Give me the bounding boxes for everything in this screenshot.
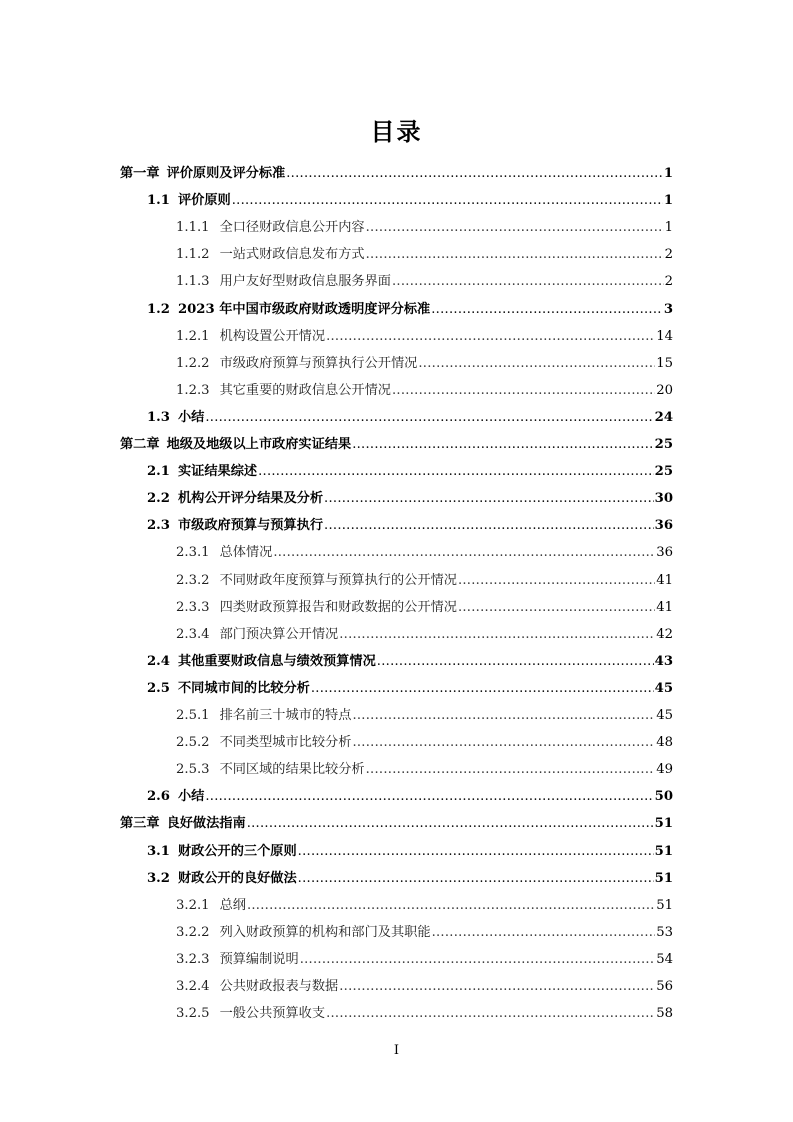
dot-leader <box>205 410 653 425</box>
toc-entry-label: 实证结果综述 <box>177 464 258 480</box>
toc-entry-page: 48 <box>656 735 673 751</box>
toc-entry-label: 市级政府预算与预算执行 <box>177 518 324 534</box>
toc-entry[interactable] <box>0 837 793 864</box>
toc-entry-page: 1 <box>663 166 673 181</box>
toc-entry-label: 地级及地级以上市政府实证结果 <box>166 437 352 452</box>
toc-entry-title <box>176 243 365 262</box>
toc-entry[interactable] <box>0 728 793 755</box>
toc-entry[interactable] <box>0 864 793 891</box>
page-number: I <box>393 1043 400 1058</box>
toc-entry-number: 1.1.2 <box>176 247 210 263</box>
toc-entry-line <box>147 782 673 804</box>
dot-leader <box>458 600 655 615</box>
toc-entry-page: 53 <box>656 924 673 940</box>
toc-entry[interactable] <box>0 295 793 322</box>
dot-leader <box>300 952 656 967</box>
toc-entry-number: 3.2.3 <box>176 951 210 967</box>
dot-leader <box>205 789 653 804</box>
toc-entry-number: 第一章 <box>120 166 160 181</box>
toc-entry-line <box>176 566 673 588</box>
toc-title: 目录 <box>370 117 423 146</box>
toc-entry-line <box>176 945 673 967</box>
toc-entry-label: 不同财政年度预算与预算执行的公开情况 <box>219 572 457 588</box>
toc-entry-number: 2.5.3 <box>176 762 210 778</box>
toc-entry-label: 机构公开评分结果及分析 <box>177 491 324 507</box>
toc-entry-number: 1.1.3 <box>176 274 210 290</box>
toc-entry-page: 51 <box>654 870 673 886</box>
toc-entry-page: 14 <box>656 328 673 344</box>
toc-entry-title <box>147 189 231 208</box>
toc-entry-label: 机构设置公开情况 <box>219 328 326 344</box>
toc-entry-title <box>176 270 391 289</box>
toc-entry-number: 2.6 <box>147 789 170 805</box>
toc-entry-page: 49 <box>656 762 673 778</box>
toc-entry[interactable] <box>0 999 793 1026</box>
toc-entry-title <box>176 894 246 913</box>
toc-entry-page: 3 <box>663 301 673 317</box>
toc-entry-line <box>176 349 673 371</box>
toc-entry-page: 30 <box>654 491 673 507</box>
toc-entry[interactable] <box>0 538 793 565</box>
toc-entry-line <box>147 674 673 696</box>
toc-entry[interactable] <box>0 891 793 918</box>
toc-entry[interactable] <box>0 240 793 267</box>
dot-leader <box>339 979 655 994</box>
toc-entry-number: 第二章 <box>120 437 160 452</box>
toc-entry-page: 58 <box>656 1006 673 1022</box>
dot-leader <box>377 654 654 669</box>
toc-entry-line <box>147 295 673 317</box>
toc-entry-title <box>176 758 365 777</box>
toc-entry-title <box>147 785 204 804</box>
toc-entry-line <box>176 728 673 750</box>
toc-entry-line <box>176 240 673 262</box>
toc-entry-page: 51 <box>656 897 673 913</box>
toc-entry-title <box>147 298 430 317</box>
toc-entry[interactable] <box>0 809 793 836</box>
toc-entry[interactable] <box>0 430 793 457</box>
toc-entry-number: 3.1 <box>147 843 170 859</box>
toc-entry-label: 财政公开的三个原则 <box>177 843 297 859</box>
toc-entry-title <box>147 867 297 886</box>
toc-entry-title <box>120 812 246 831</box>
toc-entry-page: 45 <box>654 680 673 696</box>
toc-entry-page: 15 <box>656 355 673 371</box>
toc-entry-title <box>147 487 323 506</box>
toc-entry-number: 2.3 <box>147 518 170 534</box>
toc-entry-title <box>147 406 204 425</box>
toc-entry-page: 25 <box>654 464 673 480</box>
toc-entry-title <box>176 921 431 940</box>
toc-entry-page: 56 <box>656 979 673 994</box>
toc-entry-title <box>120 433 351 452</box>
toc-entry-label: 评价原则 <box>177 193 231 209</box>
toc-entry-label: 全口径财政信息公开内容 <box>219 220 365 236</box>
toc-entry-label: 财政公开的良好做法 <box>177 870 297 886</box>
dot-leader <box>431 302 663 317</box>
toc-entry-label: 预算编制说明 <box>219 951 299 967</box>
toc-entry-line <box>147 511 673 533</box>
dot-leader <box>432 925 656 940</box>
dot-leader <box>366 220 664 235</box>
toc-entry-title <box>176 541 272 560</box>
toc-entry[interactable] <box>0 159 793 186</box>
toc-entry-title <box>176 731 351 750</box>
toc-entry-number: 1.1 <box>147 193 170 209</box>
toc-entry-page: 41 <box>656 572 673 588</box>
toc-entry-page: 51 <box>654 816 673 832</box>
toc-entry[interactable] <box>0 403 793 430</box>
dot-leader <box>339 627 655 642</box>
toc-entry-line <box>176 918 673 940</box>
toc-entry-title <box>176 216 365 235</box>
toc-entry[interactable] <box>0 782 793 809</box>
toc-entry-number: 2.3.1 <box>176 545 210 561</box>
toc-entry-line <box>176 376 673 398</box>
toc-entry-line <box>120 159 673 181</box>
toc-entry[interactable] <box>0 755 793 782</box>
toc-entry-line <box>176 213 673 235</box>
dot-leader <box>298 871 654 886</box>
toc-entry[interactable] <box>0 267 793 294</box>
toc-entry-number: 2.5.2 <box>176 735 210 751</box>
toc-entry-number: 3.2.5 <box>176 1006 210 1022</box>
toc-entry-number: 3.2.4 <box>176 979 210 994</box>
toc-entry-line <box>147 457 673 479</box>
toc-entry[interactable] <box>0 322 793 349</box>
toc-entry-label: 其它重要的财政信息公开情况 <box>219 382 391 398</box>
dot-leader <box>232 193 663 208</box>
toc-entry-page: 54 <box>656 951 673 967</box>
toc-entry-line <box>147 837 673 859</box>
toc-entry-label: 一般公共预算收支 <box>219 1006 326 1022</box>
toc-entry[interactable] <box>0 484 793 511</box>
toc-entry-line <box>176 972 673 994</box>
dot-leader <box>247 816 654 831</box>
toc-entry-page: 24 <box>654 409 673 425</box>
toc-entry-title <box>176 596 457 615</box>
toc-entry[interactable] <box>0 376 793 403</box>
toc-entry-number: 2.2 <box>147 491 170 507</box>
toc-entry[interactable] <box>0 945 793 972</box>
toc-entry-page: 45 <box>656 708 673 723</box>
dot-leader <box>352 437 653 452</box>
toc-entry-page: 2 <box>664 247 673 263</box>
toc-entry-number: 1.3 <box>147 409 170 425</box>
toc-entry-number: 2.1 <box>147 464 170 480</box>
toc-entry-page: 36 <box>656 545 673 561</box>
toc-entry-label: 不同类型城市比较分析 <box>219 735 352 751</box>
toc-entry-label: 不同区域的结果比较分析 <box>219 762 365 778</box>
toc-entry-line <box>176 999 673 1021</box>
dot-leader <box>324 518 654 533</box>
toc-entry-label: 列入财政预算的机构和部门及其职能 <box>219 924 431 940</box>
dot-leader <box>247 898 655 913</box>
toc-entry-page: 2 <box>664 274 673 290</box>
toc-entry-label: 部门预决算公开情况 <box>219 626 339 642</box>
dot-leader <box>392 274 664 289</box>
dot-leader <box>418 356 655 371</box>
toc-entry-line <box>176 701 673 723</box>
toc-entry-number: 2.5.1 <box>176 708 210 723</box>
dot-leader <box>392 383 655 398</box>
toc-entry-page: 1 <box>663 193 673 209</box>
toc-entry-label: 评价原则及评分标准 <box>166 166 286 181</box>
toc-entry-number: 2.4 <box>147 653 170 669</box>
toc-entry-number: 2.5 <box>147 680 170 696</box>
toc-entry-label: 四类财政预算报告和财政数据的公开情况 <box>219 599 457 615</box>
toc-entry[interactable] <box>0 593 793 620</box>
toc-entry-label: 其他重要财政信息与绩效预算情况 <box>177 653 376 669</box>
dot-leader <box>286 166 663 181</box>
toc-entry-line <box>176 322 673 344</box>
dot-leader <box>326 329 655 344</box>
toc-entry-label: 用户友好型财政信息服务界面 <box>219 274 391 290</box>
toc-entry-number: 3.2.2 <box>176 924 210 940</box>
toc-entry-line <box>147 403 673 425</box>
toc-entry[interactable] <box>0 972 793 999</box>
toc-entry-number: 2.3.3 <box>176 599 210 615</box>
toc-entry-page: 42 <box>656 626 673 642</box>
dot-leader <box>366 762 656 777</box>
toc-entry[interactable] <box>0 701 793 728</box>
toc-entry-line <box>147 647 673 669</box>
toc-entry-title <box>147 677 310 696</box>
toc-entry-title <box>176 352 417 371</box>
toc-entry-line <box>176 891 673 913</box>
toc-entry-number: 3.2.1 <box>176 897 210 913</box>
dot-leader <box>458 573 655 588</box>
dot-leader <box>273 545 655 560</box>
dot-leader <box>326 1006 655 1021</box>
toc-entry-line <box>176 538 673 560</box>
toc-entry-page: 41 <box>656 599 673 615</box>
dot-leader <box>324 491 654 506</box>
toc-entry[interactable] <box>0 674 793 701</box>
toc-entry-line <box>147 864 673 886</box>
toc-entry-title <box>147 460 257 479</box>
toc-entry-label: 一站式财政信息发布方式 <box>219 247 365 263</box>
toc-entry-line <box>120 809 673 831</box>
toc-entry-line <box>147 186 673 208</box>
toc-entry[interactable] <box>0 213 793 240</box>
toc-entry[interactable] <box>0 620 793 647</box>
toc-entry-page: 25 <box>654 437 673 452</box>
toc-entry[interactable] <box>0 918 793 945</box>
toc-entry-label: 公共财政报表与数据 <box>219 979 339 994</box>
toc-entry-number: 1.2.1 <box>176 328 210 344</box>
toc-entry-label: 小结 <box>177 409 205 425</box>
toc-entry-page: 20 <box>656 382 673 398</box>
toc-entry-label: 总体情况 <box>219 545 273 561</box>
toc-entry-label: 良好做法指南 <box>166 816 246 832</box>
dot-leader <box>352 735 655 750</box>
toc-entry-label: 排名前三十城市的特点 <box>219 708 352 723</box>
toc-entry-line <box>176 620 673 642</box>
toc-entry-number: 1.1.1 <box>176 220 210 236</box>
dot-leader <box>258 464 654 479</box>
dot-leader <box>298 844 654 859</box>
toc-entry[interactable] <box>0 566 793 593</box>
toc-entry-number: 第三章 <box>120 816 160 832</box>
toc-entry-line <box>147 484 673 506</box>
toc-entry-title <box>147 840 297 859</box>
toc-entry-label: 市级政府预算与预算执行公开情况 <box>219 355 418 371</box>
toc-entry-line <box>176 593 673 615</box>
toc-entry-page: 1 <box>664 220 673 236</box>
toc-entry-page: 36 <box>654 518 673 534</box>
toc-entry-page: 51 <box>654 843 673 859</box>
toc-entry-title <box>176 623 338 642</box>
toc-entry-number: 1.2 <box>147 301 170 317</box>
toc-entry-title <box>176 1002 325 1021</box>
toc-entry[interactable] <box>0 647 793 674</box>
toc-entry[interactable] <box>0 511 793 538</box>
toc-entry-title <box>176 704 351 723</box>
toc-entry-label: 总纲 <box>219 897 246 913</box>
dot-leader <box>311 681 654 696</box>
toc-entry[interactable] <box>0 186 793 213</box>
toc-entry-number: 2.3.4 <box>176 626 210 642</box>
dot-leader <box>352 708 655 723</box>
toc-entry-title <box>120 162 285 181</box>
toc-entry-label: 2023 年中国市级政府财政透明度评分标准 <box>177 301 431 317</box>
toc-entry-line <box>176 755 673 777</box>
toc-entry-title <box>176 975 338 994</box>
toc-entry-title <box>176 948 299 967</box>
toc-entry-number: 2.3.2 <box>176 572 210 588</box>
toc-entry-title <box>147 650 376 669</box>
toc-entry-number: 1.2.2 <box>176 355 210 371</box>
toc-entry-line <box>176 267 673 289</box>
toc-entry[interactable] <box>0 349 793 376</box>
toc-entry-page: 50 <box>654 789 673 805</box>
dot-leader <box>366 247 664 262</box>
toc-entry-number: 1.2.3 <box>176 382 210 398</box>
toc-entry-label: 小结 <box>177 789 205 805</box>
toc-entry-title <box>147 514 323 533</box>
toc-entry-line <box>120 430 673 452</box>
toc-entry-number: 3.2 <box>147 870 170 886</box>
toc-entry[interactable] <box>0 457 793 484</box>
toc-entry-page: 43 <box>654 653 673 669</box>
toc-entry-label: 不同城市间的比较分析 <box>177 680 310 696</box>
toc-entry-title <box>176 569 457 588</box>
toc-entry-title <box>176 325 325 344</box>
toc-entry-title <box>176 379 391 398</box>
